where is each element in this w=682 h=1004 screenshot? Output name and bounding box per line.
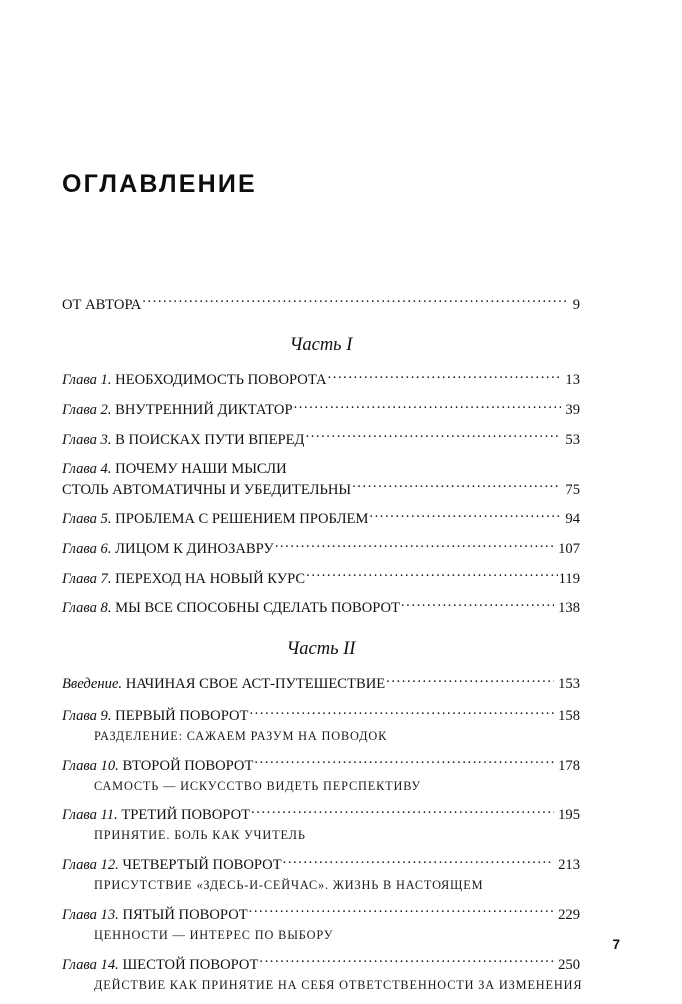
toc-entry[interactable]	[62, 598, 580, 619]
toc-parts	[62, 334, 583, 993]
page-title: ОГЛАВЛЕНИЕ	[62, 170, 257, 198]
toc-entry-title: НАЧИНАЯ СВОЕ АСТ-ПУТЕШЕСТВИЕ	[125, 676, 386, 693]
toc-entry-page: 178	[558, 757, 580, 774]
toc-entry-title: ПРОБЛЕМА С РЕШЕНИЕМ ПРОБЛЕМ	[115, 511, 369, 528]
toc-entry[interactable]	[62, 568, 580, 589]
toc-entry-number: Глава 2.	[62, 402, 112, 419]
toc-entry-number: Глава 9.	[62, 707, 112, 724]
toc-entry[interactable]	[62, 854, 580, 893]
toc-entry-page: 229	[558, 906, 580, 923]
toc-entry[interactable]	[62, 904, 580, 943]
toc-entry-number: Глава 6.	[62, 541, 112, 558]
toc-entry-page: 250	[558, 956, 580, 973]
page-folio: 7	[612, 937, 620, 952]
dot-leader	[254, 755, 554, 770]
toc-entry-page: 119	[558, 570, 580, 587]
toc-entry-number: Введение.	[62, 676, 123, 693]
part-heading: Часть II	[286, 638, 356, 659]
toc-entry-subtitle: РАЗДЕЛЕНИЕ: САЖАЕМ РАЗУМ НА ПОВОДОК	[94, 729, 388, 744]
toc-entry-page: 138	[558, 600, 580, 617]
toc-entry-title: МЫ ВСЕ СПОСОБНЫ СДЕЛАТЬ ПОВОРОТ	[115, 600, 400, 617]
dot-leader	[369, 509, 561, 524]
toc-entry-page: 75	[565, 481, 580, 498]
dot-leader	[401, 598, 554, 613]
toc-entry-title: НЕОБХОДИМОСТЬ ПОВОРОТА	[115, 372, 327, 389]
toc-entry-number: Глава 4.	[62, 460, 112, 477]
toc-entry-page: 39	[565, 402, 580, 419]
toc-entry-title: ШЕСТОЙ ПОВОРОТ	[122, 956, 259, 973]
toc-entry-subtitle: ДЕЙСТВИЕ КАК ПРИНЯТИЕ НА СЕБЯ ОТВЕТСТВЕННОСТИ ЗА ИЗМЕНЕНИЯ	[94, 977, 583, 992]
toc-entry[interactable]	[62, 538, 580, 559]
toc-entry-page: 158	[558, 707, 580, 724]
toc-entry-page: 195	[558, 807, 580, 824]
dot-leader	[306, 568, 558, 583]
toc-entry-page: 53	[565, 431, 580, 448]
dot-leader	[386, 674, 554, 689]
toc-entry-number: Глава 5.	[62, 511, 112, 528]
toc-entry-title: ЧЕТВЕРТЫЙ ПОВОРОТ	[122, 857, 282, 874]
toc-entry-title: ВНУТРЕННИЙ ДИКТАТОР	[115, 402, 293, 419]
toc-entry[interactable]	[62, 805, 580, 844]
toc-entry-page: 213	[558, 857, 580, 874]
toc-entry[interactable]	[62, 674, 580, 695]
toc-entry-title: ТРЕТИЙ ПОВОРОТ	[121, 807, 251, 824]
toc-entry-title-continued: СТОЛЬ АВТОМАТИЧНЫ И УБЕДИТЕЛЬНЫ	[62, 481, 352, 498]
toc-entry-number: Глава 7.	[62, 570, 112, 587]
dot-leader	[306, 429, 562, 444]
toc-entry-subtitle: САМОСТЬ — ИСКУССТВО ВИДЕТЬ ПЕРСПЕКТИВУ	[94, 778, 421, 793]
dot-leader	[249, 904, 554, 919]
toc-entry[interactable]	[62, 509, 580, 530]
dot-leader	[328, 370, 562, 385]
toc-entry-number: Глава 1.	[62, 372, 112, 389]
toc-entry-number: Глава 10.	[62, 757, 119, 774]
toc-entry-title: ВТОРОЙ ПОВОРОТ	[122, 757, 254, 774]
toc-entry-subtitle: ЦЕННОСТИ — ИНТЕРЕС ПО ВЫБОРУ	[94, 927, 334, 942]
toc-entry[interactable]	[62, 755, 580, 794]
toc-entry-number: Глава 8.	[62, 600, 112, 617]
toc-entry[interactable]	[62, 399, 580, 420]
toc-entry-title: ЛИЦОМ К ДИНОЗАВРУ	[115, 541, 274, 558]
toc-entry-subtitle: ПРИСУТСТВИЕ «ЗДЕСЬ-И-СЕЙЧАС». ЖИЗНЬ В НАСТОЯЩЕМ	[94, 878, 484, 893]
toc-entry[interactable]	[62, 459, 580, 500]
toc-entry-number: Глава 12.	[62, 857, 119, 874]
toc-entry-title: ОТ АВТОРА	[62, 296, 142, 313]
dot-leader	[251, 805, 554, 820]
toc-entry-title: В ПОИСКАХ ПУТИ ВПЕРЕД	[115, 431, 305, 448]
toc-entry-title: ПОЧЕМУ НАШИ МЫСЛИ	[115, 460, 287, 477]
toc-entry[interactable]	[62, 705, 580, 744]
toc-entry-title: ПЯТЫЙ ПОВОРОТ	[122, 906, 248, 923]
toc-entry-page: 153	[558, 676, 580, 693]
toc-entry-page: 107	[558, 541, 580, 558]
toc-entry-page: 9	[572, 296, 580, 313]
toc-entry[interactable]	[62, 370, 580, 391]
toc-entry-number: Глава 11.	[62, 807, 118, 824]
toc-entry-subtitle: ПРИНЯТИЕ. БОЛЬ КАК УЧИТЕЛЬ	[94, 828, 306, 843]
dot-leader	[259, 954, 554, 969]
toc-entry[interactable]	[62, 429, 580, 450]
toc-entry-page: 13	[565, 372, 580, 389]
toc-entry-front-matter[interactable]	[62, 294, 580, 315]
toc-entry-page: 94	[565, 511, 580, 528]
toc-entry-number: Глава 3.	[62, 431, 112, 448]
toc-entry-number: Глава 14.	[62, 956, 119, 973]
toc-entry-number: Глава 13.	[62, 906, 119, 923]
toc-entry-title: ПЕРЕХОД НА НОВЫЙ КУРС	[115, 570, 306, 587]
toc-entry-title: ПЕРВЫЙ ПОВОРОТ	[115, 707, 249, 724]
dot-leader	[142, 294, 568, 309]
dot-leader	[249, 705, 554, 720]
dot-leader	[294, 399, 562, 414]
part-heading: Часть I	[289, 334, 353, 355]
dot-leader	[352, 479, 561, 494]
dot-leader	[283, 854, 554, 869]
toc-entry[interactable]	[62, 954, 583, 993]
toc-list	[62, 294, 583, 1004]
dot-leader	[275, 538, 554, 553]
